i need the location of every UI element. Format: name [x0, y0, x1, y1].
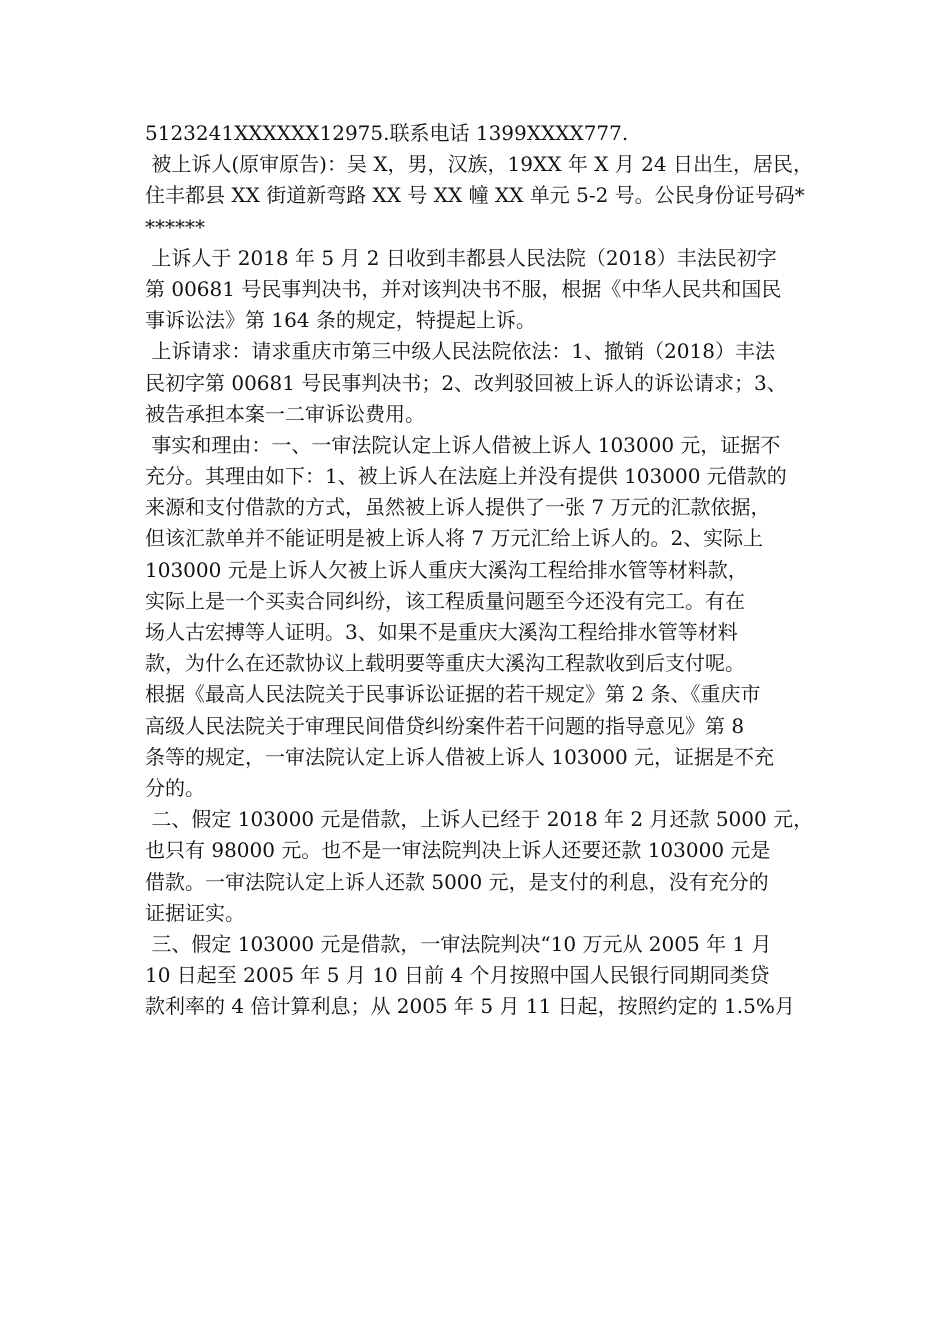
text-line: 分的。: [145, 775, 205, 800]
text-line: 民初字第 00681 号民事判决书；2、改判驳回被上诉人的诉讼请求；3、: [145, 370, 787, 395]
text-line: 上诉人于 2018 年 5 月 2 日收到丰都县人民法院（2018）丰法民初字: [145, 245, 777, 270]
text-line: 二、假定 103000 元是借款，上诉人已经于 2018 年 2 月还款 5000 元，: [145, 807, 814, 832]
text-line: 条等的规定，一审法院认定上诉人借被上诉人 103000 元，证据是不充: [145, 744, 775, 769]
text-line: 住丰都县 XX 街道新弯路 XX 号 XX 幢 XX 单元 5-2 号。公民身份证号码*: [145, 183, 805, 208]
text-line: 根据《最高人民法院关于民事诉讼证据的若干规定》第 2 条、《重庆市: [145, 682, 761, 707]
text-line: 第 00681 号民事判决书，并对该判决书不服，根据《中华人民共和国民: [145, 276, 782, 301]
text-line: 5123241XXXXXX12975.联系电话 1399XXXX777.: [145, 121, 629, 145]
text-line: 被上诉人(原审原告)：吴 X，男，汉族，19XX 年 X 月 24 日出生，居民，: [145, 152, 813, 177]
text-line: 高级人民法院关于审理民间借贷纠纷案件若干问题的指导意见》第 8: [145, 713, 745, 738]
text-line: 103000 元是上诉人欠被上诉人重庆大溪沟工程给排水管等材料款，: [145, 557, 748, 582]
text-line: 充分。其理由如下：1、被上诉人在法庭上并没有提供 103000 元借款的: [145, 464, 787, 489]
text-line: 款利率的 4 倍计算利息；从 2005 年 5 月 11 日起，按照约定的 1.5%月: [145, 994, 795, 1019]
text-line: 实际上是一个买卖合同纠纷，该工程质量问题至今还没有完工。有在: [145, 588, 745, 613]
text-line: 被告承担本案一二审诉讼费用。: [145, 401, 425, 426]
text-line: 事实和理由：一、一审法院认定上诉人借被上诉人 103000 元，证据不: [145, 432, 781, 457]
text-line: 场人古宏搏等人证明。3、如果不是重庆大溪沟工程给排水管等材料: [145, 620, 738, 644]
text-line: ******: [145, 214, 205, 239]
text-line: 10 日起至 2005 年 5 月 10 日前 4 个月按照中国人民银行同期同类贷: [145, 963, 770, 988]
text-line: 也只有 98000 元。也不是一审法院判决上诉人还要还款 103000 元是: [145, 838, 771, 863]
text-line: 来源和支付借款的方式，虽然被上诉人提供了一张 7 万元的汇款依据，: [145, 495, 771, 520]
text-line: 款，为什么在还款协议上载明要等重庆大溪沟工程款收到后支付呢。: [145, 651, 745, 676]
document-body: [145, 118, 814, 1022]
text-line: 三、假定 103000 元是借款，一审法院判决“10 万元从 2005 年 1 月: [145, 931, 772, 956]
text-line: 上诉请求：请求重庆市第三中级人民法院依法：1、撤销（2018）丰法: [145, 339, 775, 364]
text-line: 事诉讼法》第 164 条的规定，特提起上诉。: [145, 308, 536, 333]
text-line: 证据证实。: [145, 900, 245, 925]
text-line: 借款。一审法院认定上诉人还款 5000 元，是支付的利息，没有充分的: [145, 869, 769, 894]
text-line: 但该汇款单并不能证明是被上诉人将 7 万元汇给上诉人的。2、实际上: [145, 526, 764, 551]
